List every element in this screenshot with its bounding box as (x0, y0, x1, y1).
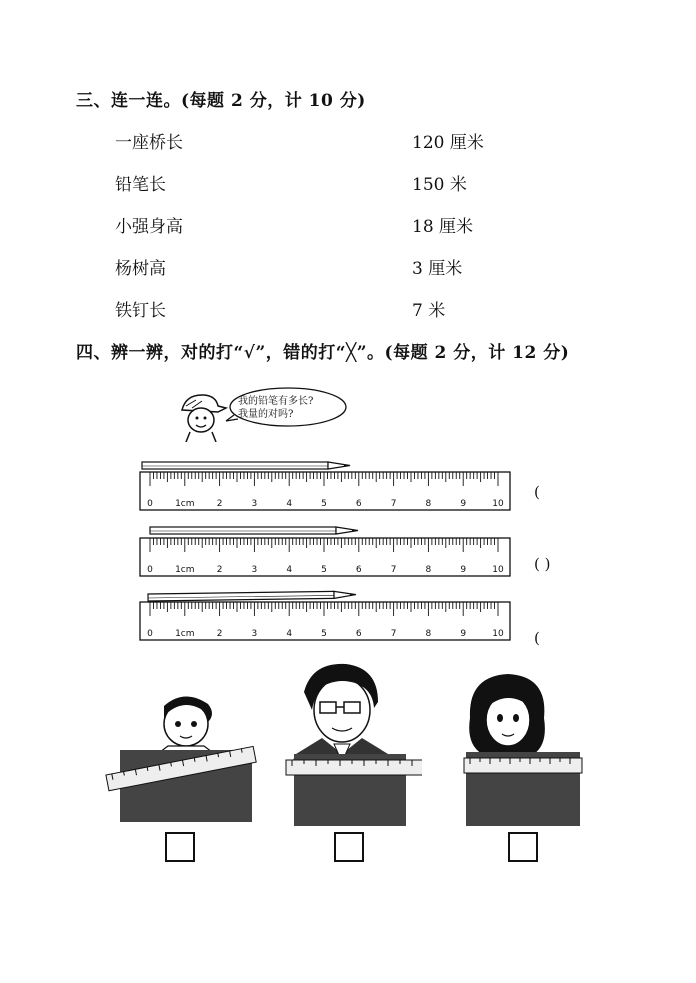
ruler-1-label: 4 (286, 499, 293, 509)
ruler-1-label: 3 (251, 499, 258, 509)
left-item-4[interactable]: 杨树高 (115, 259, 166, 279)
answer-box-3[interactable] (508, 832, 538, 862)
ruler-3-label: 6 (355, 629, 362, 639)
speech-line-1: 我的铅笔有多长? (238, 396, 314, 407)
ruler-1-label: 6 (355, 499, 362, 509)
ruler-2-label: 7 (390, 565, 397, 575)
ruler-3-label: 5 (321, 629, 327, 639)
right-item-2[interactable]: 150 米 (412, 175, 467, 195)
ruler-2-label: 6 (355, 565, 362, 575)
right-item-3[interactable]: 18 厘米 (412, 217, 474, 237)
ruler-2-label: 5 (321, 565, 327, 575)
left-item-5[interactable]: 铁钉长 (115, 301, 166, 321)
ruler-2-label: 3 (251, 565, 258, 575)
answer-paren-1[interactable]: ( (534, 483, 540, 501)
ruler-3-label: 0 (147, 629, 153, 639)
boy-holding-tilted-ruler (104, 686, 264, 826)
answer-paren-3[interactable]: ( (534, 629, 540, 647)
pencil-1 (142, 462, 350, 469)
ruler-2-label: 0 (147, 565, 153, 575)
ruler-3-label: 3 (251, 629, 258, 639)
ruler-2-label: 10 (492, 565, 504, 575)
ruler-3-label: 8 (425, 629, 432, 639)
ruler-3-label: 7 (390, 629, 397, 639)
section-4-title: 四、辨一辨，对的打“√”，错的打“╳”。(每题 2 分，计 12 分) (76, 343, 570, 363)
right-item-1[interactable]: 120 厘米 (412, 133, 484, 153)
right-item-5[interactable]: 7 米 (412, 301, 446, 321)
left-item-3[interactable]: 小强身高 (115, 217, 183, 237)
pencil-3 (148, 591, 356, 601)
ruler-1-label: 2 (216, 499, 223, 509)
speech-bubble-text (238, 395, 313, 421)
ruler-2-label: 9 (460, 565, 467, 575)
ruler-1-label: 8 (425, 499, 432, 509)
ruler-pencil-figures (0, 450, 696, 665)
ruler-1-label: 5 (321, 499, 327, 509)
ruler-3-label: 1cm (175, 629, 195, 639)
answer-box-2[interactable] (334, 832, 364, 862)
ruler-1-label: 0 (147, 499, 153, 509)
speech-line-2: 我量的对吗? (238, 409, 294, 420)
ruler-2-label: 1cm (175, 565, 195, 575)
ruler-3-label: 2 (216, 629, 223, 639)
ruler-3-label: 4 (286, 629, 293, 639)
pencil-2 (150, 527, 358, 534)
ruler-2-label: 4 (286, 565, 293, 575)
ruler-3-label: 9 (460, 629, 467, 639)
man-with-glasses-holding-ruler (282, 662, 422, 828)
ruler-1-label: 10 (492, 499, 504, 509)
ruler-2-label: 2 (216, 565, 223, 575)
ruler-1-label: 9 (460, 499, 467, 509)
answer-paren-2[interactable]: ( ) (534, 555, 551, 573)
left-item-1[interactable]: 一座桥长 (115, 133, 183, 153)
ruler-1-label: 7 (390, 499, 397, 509)
right-item-4[interactable]: 3 厘米 (412, 259, 463, 279)
girl-with-curly-hair-holding-ruler (460, 668, 590, 828)
ruler-2-label: 8 (425, 565, 432, 575)
answer-box-1[interactable] (165, 832, 195, 862)
ruler-1-label: 1cm (175, 499, 195, 509)
left-item-2[interactable]: 铅笔长 (115, 175, 166, 195)
ruler-3-label: 10 (492, 629, 504, 639)
section-3-title: 三、连一连。(每题 2 分，计 10 分) (76, 91, 366, 111)
